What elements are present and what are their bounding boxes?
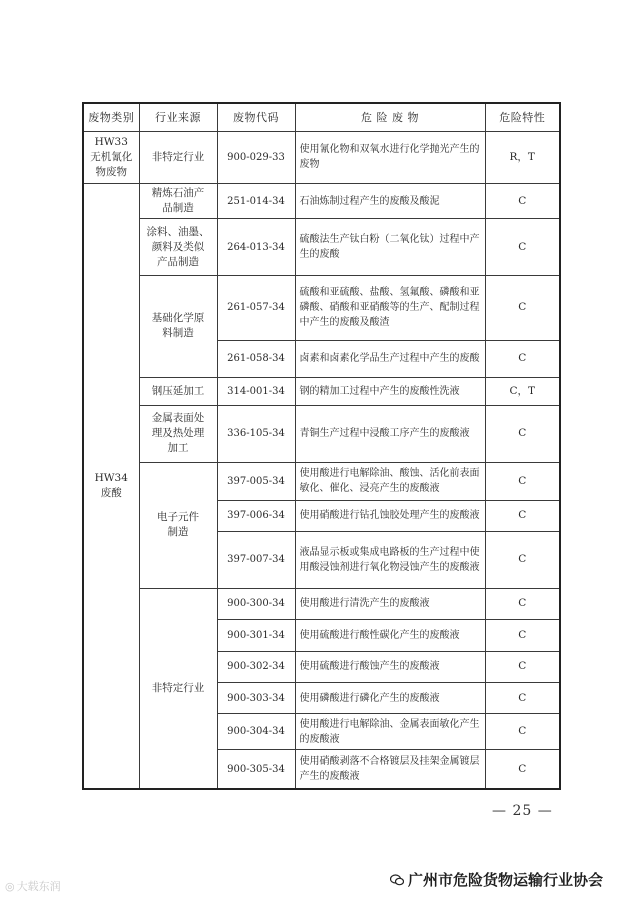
waste-code-cell: 251-014-34	[217, 183, 295, 219]
waste-description-cell: 使用硫酸进行酸蚀产生的废酸液	[295, 651, 485, 682]
table-row	[83, 275, 560, 340]
hazard-property-cell: C	[485, 532, 560, 588]
hazard-property-cell: C	[485, 620, 560, 651]
waste-description-cell: 青铜生产过程中浸酸工序产生的废酸液	[295, 406, 485, 462]
waste-description-cell: 使用氰化物和双氧水进行化学抛光产生的废物	[295, 131, 485, 183]
waste-description-cell: 使用硝酸剥落不合格镀层及挂架金属镀层产生的废酸液	[295, 750, 485, 789]
table-row	[83, 131, 560, 183]
industry-cell: 精炼石油产 品制造	[139, 183, 217, 219]
waste-description-cell: 石油炼制过程产生的废酸及酸泥	[295, 183, 485, 219]
weibo-icon: ◎	[5, 880, 15, 893]
waste-code-cell: 314-001-34	[217, 377, 295, 405]
waste-code-cell: 264-013-34	[217, 219, 295, 275]
wechat-icon	[390, 874, 404, 886]
table-body	[83, 131, 560, 789]
waste-description-cell: 使用硫酸进行酸性碳化产生的废酸液	[295, 620, 485, 651]
hazard-property-cell: C	[485, 219, 560, 275]
header-property: 危险特性	[485, 103, 560, 131]
watermark-text: 大载东润	[16, 880, 61, 893]
waste-code-cell: 261-058-34	[217, 341, 295, 378]
hazard-property-cell: C	[485, 500, 560, 531]
industry-cell: 涂料、油墨、 颜料及类似 产品制造	[139, 219, 217, 275]
waste-description-cell: 硫酸和亚硫酸、盐酸、氢氟酸、磷酸和亚磷酸、硝酸和亚硝酸等的生产、配制过程中产生的废酸及酸渣	[295, 275, 485, 340]
waste-description-cell: 液晶显示板或集成电路板的生产过程中使用酸浸蚀剂进行氧化物浸蚀产生的废酸液	[295, 532, 485, 588]
table-row	[83, 406, 560, 462]
waste-code-cell: 261-057-34	[217, 275, 295, 340]
category-cell: HW34 废酸	[83, 183, 139, 789]
table-row	[83, 219, 560, 275]
hazard-property-cell: C，T	[485, 377, 560, 405]
category-cell: HW33 无机氰化 物废物	[83, 131, 139, 183]
hazard-property-cell: C	[485, 341, 560, 378]
hazard-property-cell: C	[485, 714, 560, 750]
industry-cell: 金属表面处 理及热处理 加工	[139, 406, 217, 462]
hazardous-waste-table	[82, 102, 561, 790]
industry-cell: 基础化学原 料制造	[139, 275, 217, 377]
header-danger: 危 险 废 物	[295, 103, 485, 131]
hazard-property-cell: C	[485, 588, 560, 619]
waste-code-cell: 900-300-34	[217, 588, 295, 619]
hazard-property-cell: C	[485, 462, 560, 500]
waste-description-cell: 使用酸进行清洗产生的废酸液	[295, 588, 485, 619]
industry-cell: 非特定行业	[139, 131, 217, 183]
page-number: — 25 —	[492, 803, 553, 819]
hazard-property-cell: C	[485, 275, 560, 340]
waste-code-cell: 397-006-34	[217, 500, 295, 531]
industry-cell: 钢压延加工	[139, 377, 217, 405]
table-row	[83, 183, 560, 219]
waste-code-cell: 900-303-34	[217, 683, 295, 714]
header-category: 废物类别	[83, 103, 139, 131]
waste-description-cell: 硫酸法生产钛白粉（二氧化钛）过程中产生的废酸	[295, 219, 485, 275]
hazard-property-cell: R，T	[485, 131, 560, 183]
hazard-property-cell: C	[485, 683, 560, 714]
waste-code-cell: 397-007-34	[217, 532, 295, 588]
hazard-property-cell: C	[485, 651, 560, 682]
table-header-row	[83, 103, 560, 131]
waste-description-cell: 使用酸进行电解除油、酸蚀、活化前表面敏化、催化、浸亮产生的废酸液	[295, 462, 485, 500]
waste-description-cell: 使用酸进行电解除油、金属表面敏化产生的废酸液	[295, 714, 485, 750]
waste-code-cell: 900-301-34	[217, 620, 295, 651]
hazard-property-cell: C	[485, 183, 560, 219]
waste-description-cell: 使用磷酸进行磷化产生的废酸液	[295, 683, 485, 714]
waste-code-cell: 900-029-33	[217, 131, 295, 183]
hazard-property-cell: C	[485, 406, 560, 462]
watermark	[5, 878, 61, 894]
header-code: 废物代码	[217, 103, 295, 131]
waste-description-cell: 使用硝酸进行钻孔蚀胶处理产生的废酸液	[295, 500, 485, 531]
table-row	[83, 377, 560, 405]
waste-code-cell: 900-304-34	[217, 714, 295, 750]
waste-code-cell: 900-302-34	[217, 651, 295, 682]
footer-credit	[388, 869, 605, 890]
industry-cell: 电子元件 制造	[139, 462, 217, 588]
table-row	[83, 462, 560, 500]
waste-description-cell: 卤素和卤素化学品生产过程中产生的废酸	[295, 341, 485, 378]
header-industry: 行业来源	[139, 103, 217, 131]
credit-text: 广州市危险货物运输行业协会	[408, 871, 604, 889]
waste-description-cell: 钢的精加工过程中产生的废酸性洗液	[295, 377, 485, 405]
waste-code-cell: 336-105-34	[217, 406, 295, 462]
waste-code-cell: 397-005-34	[217, 462, 295, 500]
hazard-property-cell: C	[485, 750, 560, 789]
table-row	[83, 588, 560, 619]
waste-code-cell: 900-305-34	[217, 750, 295, 789]
industry-cell: 非特定行业	[139, 588, 217, 789]
